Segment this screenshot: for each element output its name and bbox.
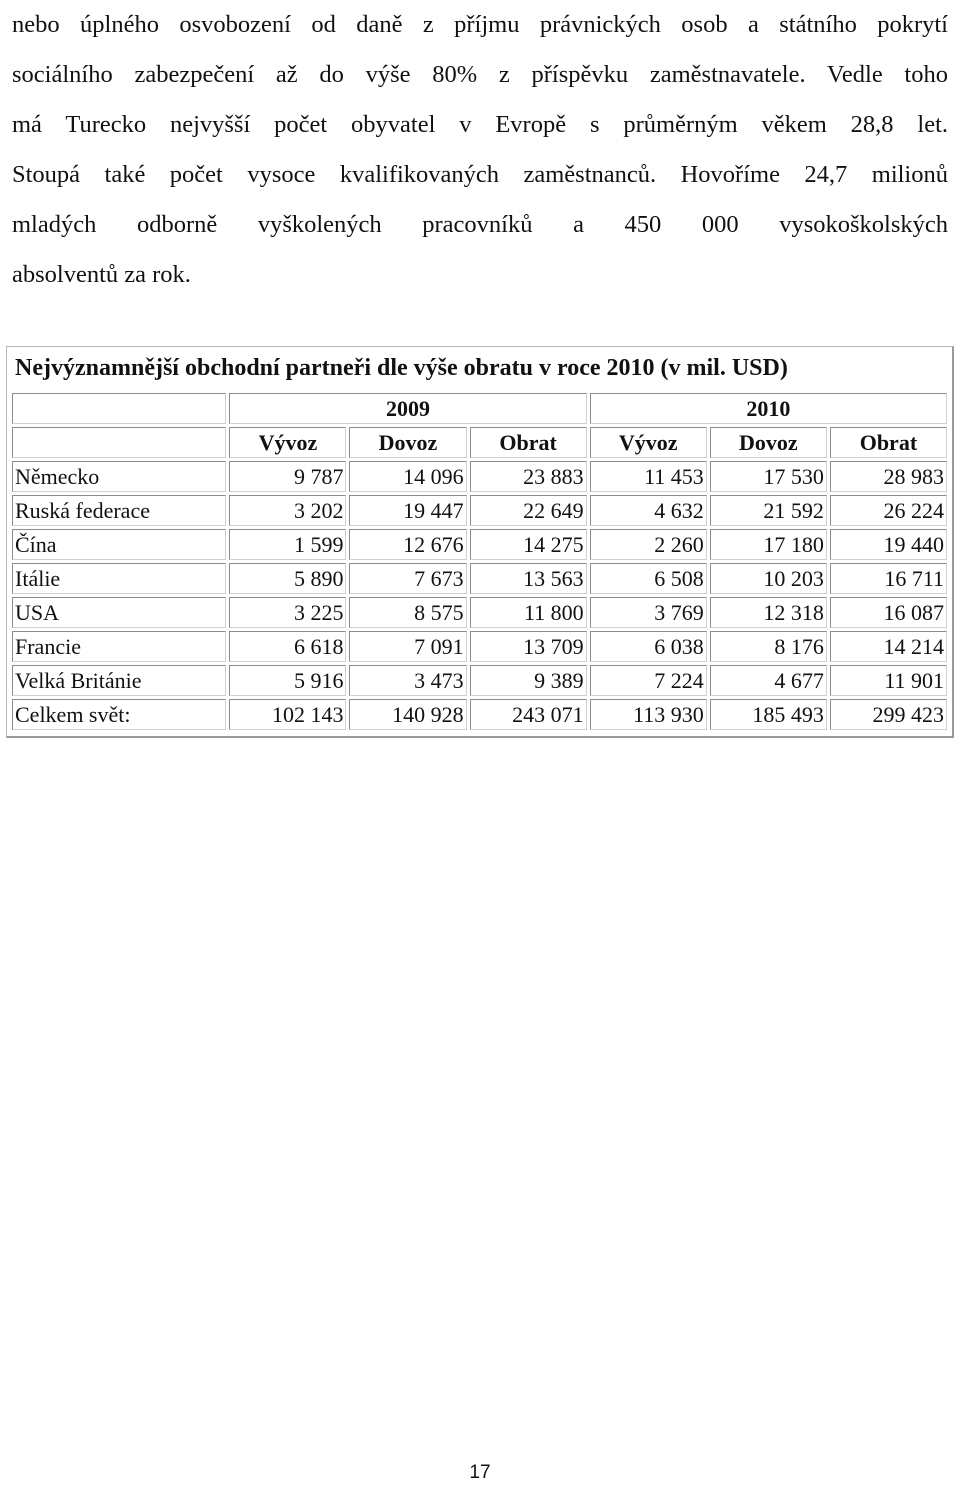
table-row: [12, 461, 947, 492]
value-cell: 16 711: [830, 563, 947, 594]
value-cell: 26 224: [830, 495, 947, 526]
value-cell: 113 930: [590, 699, 707, 730]
value-cell: 23 883: [470, 461, 587, 492]
paragraph-line: sociálního zabezpečení až do výše 80% z příspěvku zaměstnavatele. Vedle toho: [12, 61, 948, 88]
value-cell: 19 440: [830, 529, 947, 560]
value-cell: 2 260: [590, 529, 707, 560]
column-header: Dovoz: [349, 427, 466, 458]
value-cell: 9 787: [229, 461, 346, 492]
column-header: Dovoz: [710, 427, 827, 458]
table-row: [12, 563, 947, 594]
value-cell: 8 575: [349, 597, 466, 628]
empty-header-cell: [12, 393, 226, 424]
country-cell: USA: [12, 597, 226, 628]
paragraph-line: mladých odborně vyškolených pracovníků a 450 000 vysokoškolských: [12, 211, 948, 238]
paragraph-line: Stoupá také počet vysoce kvalifikovaných zaměstnanců. Hovoříme 24,7 milionů: [12, 161, 948, 188]
year-header-row: [12, 393, 947, 424]
value-cell: 3 473: [349, 665, 466, 696]
value-cell: 7 224: [590, 665, 707, 696]
value-cell: 140 928: [349, 699, 466, 730]
value-cell: 185 493: [710, 699, 827, 730]
year-header-2010: 2010: [590, 393, 947, 424]
column-header: Obrat: [830, 427, 947, 458]
column-header: Vývoz: [229, 427, 346, 458]
value-cell: 4 677: [710, 665, 827, 696]
value-cell: 17 530: [710, 461, 827, 492]
column-header-row: [12, 427, 947, 458]
value-cell: 5 916: [229, 665, 346, 696]
value-cell: 6 038: [590, 631, 707, 662]
body-paragraph: [12, 0, 948, 300]
value-cell: 7 091: [349, 631, 466, 662]
value-cell: 299 423: [830, 699, 947, 730]
table-row: [12, 495, 947, 526]
country-cell: Francie: [12, 631, 226, 662]
value-cell: 14 275: [470, 529, 587, 560]
paragraph-line: má Turecko nejvyšší počet obyvatel v Evropě s průměrným věkem 28,8 let.: [12, 111, 948, 138]
value-cell: 19 447: [349, 495, 466, 526]
column-header: Vývoz: [590, 427, 707, 458]
value-cell: 17 180: [710, 529, 827, 560]
country-cell: Německo: [12, 461, 226, 492]
value-cell: 6 618: [229, 631, 346, 662]
table-caption: Nejvýznamnější obchodní partneři dle výše obratu v roce 2010 (v mil. USD): [15, 355, 788, 381]
empty-header-cell: [12, 427, 226, 458]
value-cell: 28 983: [830, 461, 947, 492]
value-cell: 3 769: [590, 597, 707, 628]
value-cell: 12 318: [710, 597, 827, 628]
value-cell: 11 901: [830, 665, 947, 696]
column-header: Obrat: [470, 427, 587, 458]
value-cell: 4 632: [590, 495, 707, 526]
paragraph-line: nebo úplného osvobození od daně z příjmu právnických osob a státního pokrytí: [12, 11, 948, 38]
paragraph-line: absolventů za rok.: [12, 261, 191, 288]
value-cell: 11 453: [590, 461, 707, 492]
country-cell: Celkem svět:: [12, 699, 226, 730]
country-cell: Ruská federace: [12, 495, 226, 526]
value-cell: 8 176: [710, 631, 827, 662]
value-cell: 13 709: [470, 631, 587, 662]
table-row: [12, 699, 947, 730]
value-cell: 3 202: [229, 495, 346, 526]
country-cell: Itálie: [12, 563, 226, 594]
value-cell: 16 087: [830, 597, 947, 628]
value-cell: 102 143: [229, 699, 346, 730]
table-row: [12, 665, 947, 696]
value-cell: 13 563: [470, 563, 587, 594]
value-cell: 12 676: [349, 529, 466, 560]
page-number: 17: [469, 1462, 491, 1483]
value-cell: 3 225: [229, 597, 346, 628]
country-cell: Velká Británie: [12, 665, 226, 696]
value-cell: 5 890: [229, 563, 346, 594]
table-body: [12, 461, 947, 730]
table-row: [12, 529, 947, 560]
table-row: [12, 597, 947, 628]
value-cell: 1 599: [229, 529, 346, 560]
value-cell: 22 649: [470, 495, 587, 526]
value-cell: 14 214: [830, 631, 947, 662]
value-cell: 14 096: [349, 461, 466, 492]
value-cell: 21 592: [710, 495, 827, 526]
value-cell: 243 071: [470, 699, 587, 730]
value-cell: 9 389: [470, 665, 587, 696]
trade-partners-table: [9, 390, 950, 733]
trade-partners-table-container: [6, 346, 954, 738]
table-row: [12, 631, 947, 662]
year-header-2009: 2009: [229, 393, 586, 424]
country-cell: Čína: [12, 529, 226, 560]
value-cell: 7 673: [349, 563, 466, 594]
value-cell: 10 203: [710, 563, 827, 594]
value-cell: 6 508: [590, 563, 707, 594]
value-cell: 11 800: [470, 597, 587, 628]
